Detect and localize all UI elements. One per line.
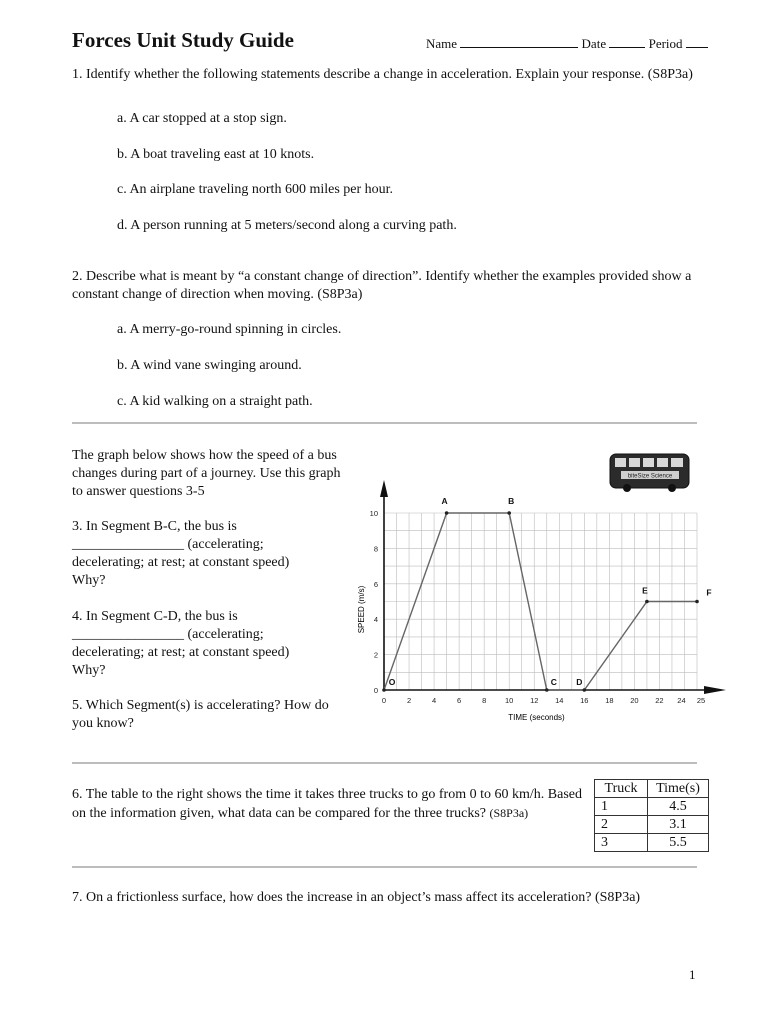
point-label-c: C <box>550 677 557 687</box>
table-row <box>595 816 709 834</box>
table-cell: 2 <box>595 816 648 834</box>
question-3-stem: 3. In Segment B-C, the bus is <box>72 519 237 534</box>
name-label: Name <box>426 36 458 51</box>
section-divider <box>72 422 697 424</box>
point-label-e: E <box>642 585 648 596</box>
chart-ticks <box>370 509 706 705</box>
x-tick-label: 4 <box>431 696 437 705</box>
question-4 <box>72 608 332 680</box>
section-divider <box>72 866 697 868</box>
question-3 <box>72 518 332 590</box>
question-6-code: (S8P3a) <box>489 806 529 820</box>
x-axis-label: TIME (seconds) <box>508 713 565 722</box>
data-point-e <box>645 600 649 604</box>
question-6 <box>72 786 582 823</box>
y-tick-label: 6 <box>373 579 378 589</box>
chart-axes <box>380 480 726 694</box>
data-point-o <box>382 688 386 692</box>
x-tick-label: 16 <box>580 696 589 705</box>
x-tick-label: 2 <box>406 696 412 705</box>
question-1-item-d: d. A person running at 5 meters/second along a curving path. <box>117 218 457 233</box>
point-label-o: O <box>388 677 396 687</box>
y-tick-label: 8 <box>373 544 378 554</box>
x-tick-label: 6 <box>457 696 462 705</box>
data-point-f <box>695 600 699 604</box>
speed-time-chart <box>352 475 732 735</box>
table-header-row <box>595 780 709 798</box>
question-4-stem: 4. In Segment C-D, the bus is <box>72 609 238 624</box>
point-label-d: D <box>576 677 583 687</box>
data-point-a <box>445 511 449 515</box>
page-title: Forces Unit Study Guide <box>72 28 294 52</box>
x-tick-label: 12 <box>530 696 539 705</box>
header-fields <box>426 36 708 52</box>
table-header-cell: Truck <box>595 780 648 798</box>
y-axis-arrow <box>380 480 388 497</box>
x-tick-label: 14 <box>555 696 564 705</box>
point-label-a: A <box>441 496 448 506</box>
x-axis-arrow <box>704 686 726 694</box>
question-2-item-c: c. A kid walking on a straight path. <box>117 394 313 409</box>
y-axis-label: SPEED (m/s) <box>357 585 366 634</box>
question-1-item-c: c. An airplane traveling north 600 miles per hour. <box>117 182 394 197</box>
table-header-cell: Time(s) <box>648 780 709 798</box>
question-4-why: Why? <box>72 663 106 678</box>
y-tick-label: 2 <box>373 650 378 660</box>
y-tick-label: 0 <box>373 686 378 695</box>
y-tick-label: 10 <box>369 509 378 518</box>
x-tick-label: 25 <box>696 696 706 705</box>
table-cell: 3.1 <box>648 816 709 834</box>
table-cell: 1 <box>595 798 648 816</box>
table-cell: 3 <box>595 834 648 852</box>
question-3-choices: (accelerating; decelerating; at rest; at constant speed) <box>72 537 290 570</box>
data-point-b <box>507 511 511 515</box>
question-1-item-b: b. A boat traveling east at 10 knots. <box>117 147 315 162</box>
question-6-text: 6. The table to the right shows the time it takes three trucks to go from 0 to 60 km/h. Based on the information given, what data can be compared for the three trucks? <box>72 787 582 821</box>
x-tick-label: 10 <box>505 696 514 705</box>
question-4-choices: (accelerating; decelerating; at rest; at constant speed) <box>72 627 290 660</box>
date-label: Date <box>581 36 607 51</box>
question-3-why: Why? <box>72 573 106 588</box>
page-number: 1 <box>689 967 696 982</box>
x-tick-label: 18 <box>605 696 614 705</box>
date-blank[interactable] <box>609 36 645 48</box>
graph-intro: The graph below shows how the speed of a bus changes during part of a journey. Use this graph to answer questions 3-5 <box>72 448 341 499</box>
question-2-item-b: b. A wind vane swinging around. <box>117 358 302 373</box>
point-label-f: F <box>706 587 712 598</box>
question-2: 2. Describe what is meant by “a constant change of direction”. Identify whether the examples provided show a constant change of direction when moving. (S8P3a) <box>72 269 692 302</box>
table-row <box>595 798 709 816</box>
question-5: 5. Which Segment(s) is accelerating? How do you know? <box>72 698 329 731</box>
name-blank[interactable] <box>460 36 578 48</box>
question-1: 1. Identify whether the following statements describe a change in acceleration. Explain your response. (S8P3a) <box>72 67 693 82</box>
question-1-item-a: a. A car stopped at a stop sign. <box>117 111 287 126</box>
x-tick-label: 8 <box>482 696 487 705</box>
question-3-blank[interactable]: ________________ <box>72 537 184 552</box>
question-2-item-a: a. A merry-go-round spinning in circles. <box>117 322 342 337</box>
x-tick-label: 22 <box>655 696 664 705</box>
table-cell: 4.5 <box>648 798 709 816</box>
chart-point-labels <box>389 496 712 687</box>
bus-logo-text: biteSize Science <box>627 473 673 480</box>
x-tick-label: 24 <box>677 696 686 705</box>
x-tick-label: 0 <box>381 696 387 705</box>
table-row <box>595 834 709 852</box>
point-label-b: B <box>508 496 515 506</box>
question-4-blank[interactable]: ________________ <box>72 627 184 642</box>
data-point-d <box>583 688 587 692</box>
table-cell: 5.5 <box>648 834 709 852</box>
question-7: 7. On a frictionless surface, how does the increase in an object’s mass affect its acceleration? (S8P3a) <box>72 890 641 905</box>
period-blank[interactable] <box>686 36 708 48</box>
section-divider <box>72 762 697 764</box>
truck-time-table <box>594 779 709 852</box>
data-point-c <box>545 688 549 692</box>
x-tick-label: 20 <box>630 696 639 705</box>
period-label: Period <box>648 36 683 51</box>
y-tick-label: 4 <box>373 615 378 625</box>
